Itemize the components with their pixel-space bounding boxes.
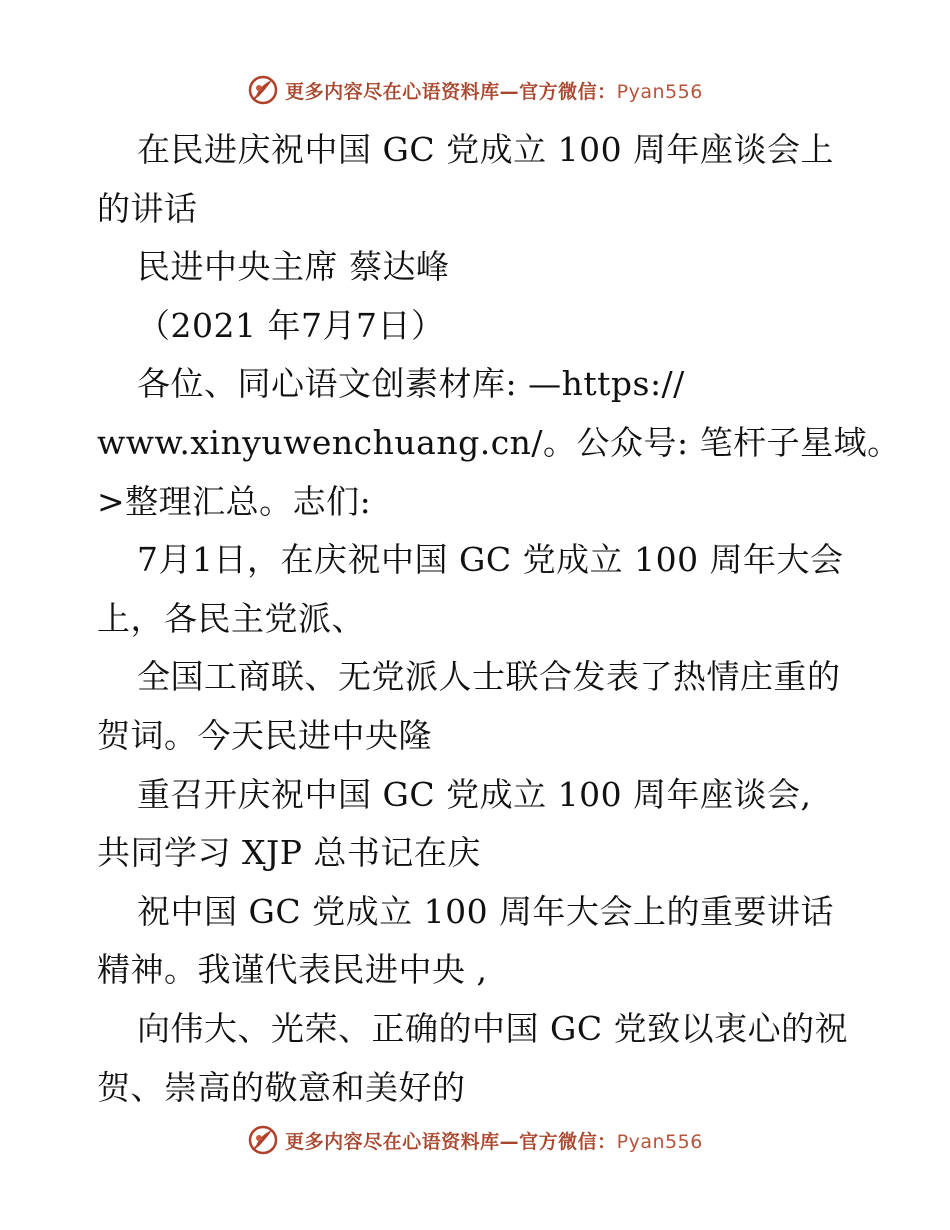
text-line: 在民进庆祝中国 GC 党成立 100 周年座谈会上 (137, 130, 835, 169)
text-line: www.xinyuwenchuang.cn/。公众号: 笔杆子星域。 (97, 422, 901, 462)
banner-text: 更多内容尽在心语资料库—官方微信：Pyan556 (285, 80, 703, 103)
wechat-id: Pyan556 (616, 80, 703, 103)
text-line: （2021 年7月7日） (137, 305, 445, 345)
text-line: >整理汇总。志们: (97, 481, 372, 521)
text-line: 贺、崇高的敬意和美好的 (97, 1067, 466, 1107)
text-line: 各位、同心语文创素材库: —https:// (137, 364, 685, 404)
text-line: 上，各民主党派、 (97, 598, 365, 638)
brush-seal-logo-icon (247, 74, 279, 106)
document-body (97, 121, 901, 1117)
header-watermark-banner (0, 70, 950, 110)
text-line: 贺词。今天民进中央隆 (97, 715, 432, 755)
text-line: 7月1日，在庆祝中国 GC 党成立 100 周年大会 (137, 540, 844, 580)
banner-text: 更多内容尽在心语资料库—官方微信：Pyan556 (285, 1130, 703, 1153)
text-line: 祝中国 GC 党成立 100 周年大会上的重要讲话 (137, 891, 835, 931)
wechat-id: Pyan556 (616, 1130, 703, 1153)
text-line: 全国工商联、无党派人士联合发表了热情庄重的 (137, 657, 841, 697)
brush-seal-logo-icon (247, 1124, 279, 1156)
footer-watermark-banner (0, 1120, 950, 1160)
text-line: 民进中央主席 蔡达峰 (137, 247, 450, 287)
text-line: 的讲话 (97, 188, 198, 228)
text-line: 重召开庆祝中国 GC 党成立 100 周年座谈会, (137, 774, 812, 814)
text-line: 精神。我谨代表民进中央 , (97, 950, 488, 990)
text-line: 向伟大、光荣、正确的中国 GC 党致以衷心的祝 (137, 1008, 849, 1048)
text-line: 共同学习 XJP 总书记在庆 (97, 833, 481, 873)
